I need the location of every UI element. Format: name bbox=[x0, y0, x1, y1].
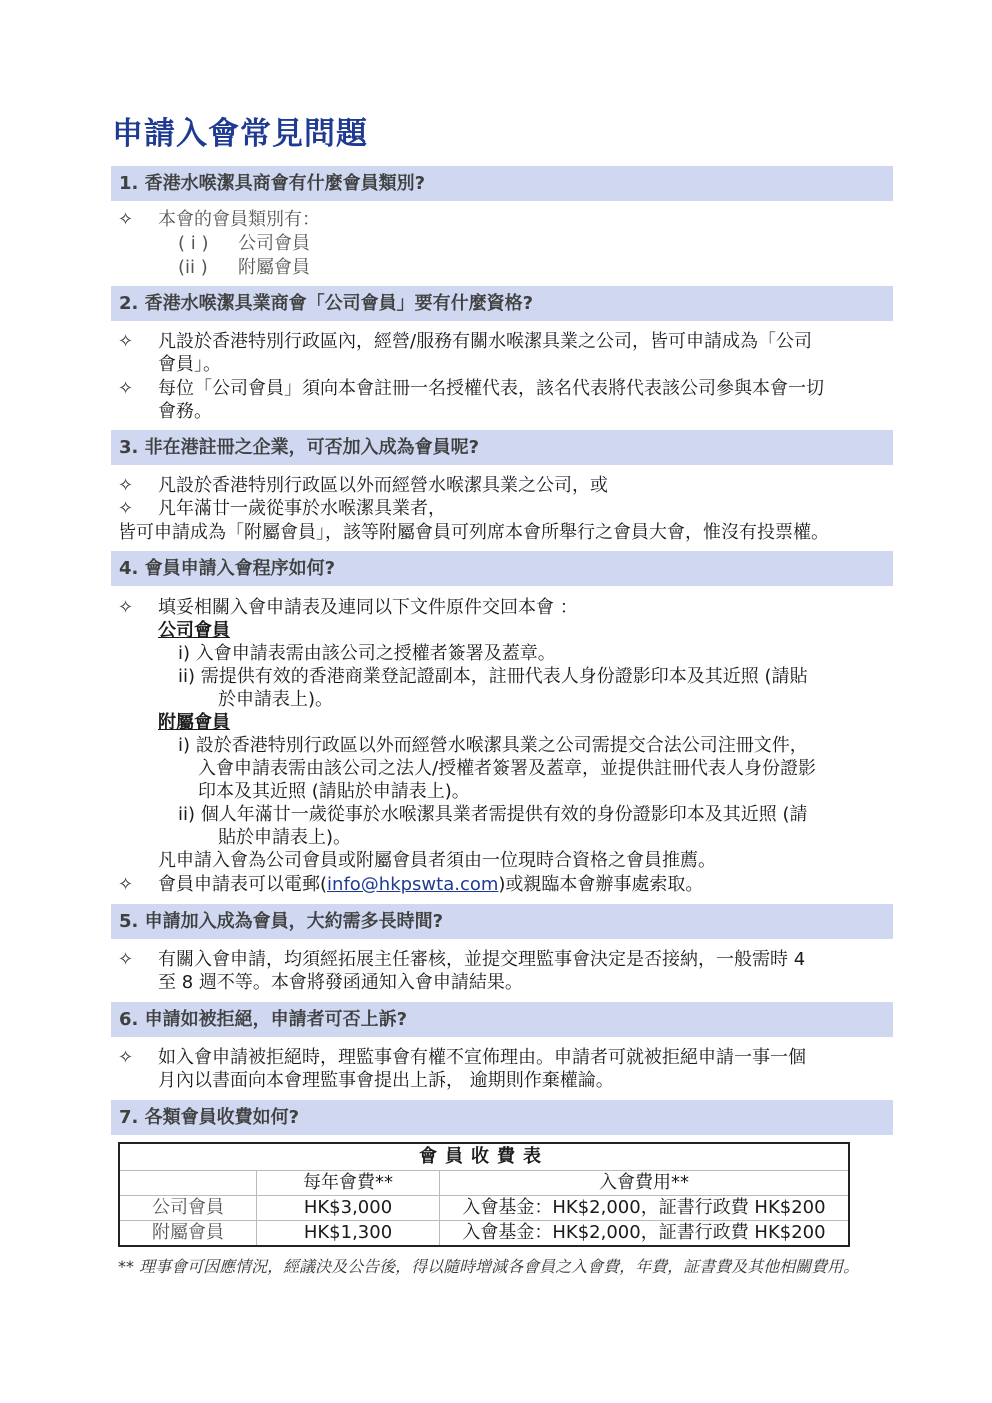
fee-table-header-blank bbox=[119, 1171, 257, 1196]
bullet-icon: ✧ bbox=[118, 209, 134, 230]
q4-intro: 填妥相關入會申請表及連同以下文件原件交回本會 ： bbox=[158, 597, 578, 618]
table-row bbox=[119, 1221, 849, 1247]
bullet-icon: ✧ bbox=[118, 498, 134, 519]
question-5-heading: 5. 申請加入成為會員，大約需多長時間? bbox=[111, 904, 893, 939]
company-req-i: i) 入會申請表需由該公司之授權者簽署及蓋章。 bbox=[178, 643, 556, 664]
q3-bullet-1: 凡設於香港特別行政區以外而經營水喉潔具業之公司，或 bbox=[158, 475, 608, 496]
q4-email-line bbox=[158, 873, 703, 896]
entry-fee-cell: 入會基金：HK$2,000，証書行政費 HK$200 bbox=[440, 1196, 850, 1221]
q1-intro: 本會的會員類別有： bbox=[158, 209, 320, 230]
page-title: 申請入會常見問題 bbox=[112, 116, 368, 152]
fee-footnote: ** 理事會可因應情況，經議決及公告後，得以隨時增減各會員之入會費，年費，証書費及其他相關費用。 bbox=[118, 1257, 860, 1276]
member-type-cell: 附屬會員 bbox=[119, 1221, 257, 1247]
q5-line-1: 有關入會申請，均須經拓展主任審核，並提交理監事會決定是否接納，一般需時 4 bbox=[158, 949, 806, 970]
q2-bullet-1-line-2: 會員」。 bbox=[158, 354, 221, 375]
bullet-icon: ✧ bbox=[118, 597, 134, 618]
q3-bullet-2: 凡年滿廿一歲從事於水喉潔具業者， bbox=[158, 498, 446, 519]
company-member-subtitle: 公司會員 bbox=[158, 620, 230, 641]
fee-table-header-annual: 每年會費** bbox=[257, 1171, 440, 1196]
q3-closing: 皆可申請成為「附屬會員」，該等附屬會員可列席本會所舉行之會員大會，惟沒有投票權。 bbox=[118, 522, 829, 543]
q2-bullet-2-line-2: 會務。 bbox=[158, 401, 212, 422]
email-suffix: )或親臨本會辦事處索取。 bbox=[498, 874, 704, 895]
associate-member-subtitle: 附屬會員 bbox=[158, 712, 230, 733]
annual-fee-cell: HK$3,000 bbox=[257, 1196, 440, 1221]
q6-line-2: 月內以書面向本會理監事會提出上訴， 逾期則作棄權論。 bbox=[158, 1070, 614, 1091]
email-link[interactable]: info@hkpswta.com bbox=[327, 874, 499, 895]
q1-item-num: (ii ) bbox=[178, 257, 208, 278]
question-7-heading: 7. 各類會員收費如何? bbox=[111, 1100, 893, 1135]
q1-item-num: ( i ) bbox=[178, 233, 209, 254]
question-4-heading: 4. 會員申請入會程序如何? bbox=[111, 551, 893, 586]
entry-fee-cell: 入會基金：HK$2,000，証書行政費 HK$200 bbox=[440, 1221, 850, 1247]
q5-line-2: 至 8 週不等。本會將發函通知入會申請結果。 bbox=[158, 972, 523, 993]
bullet-icon: ✧ bbox=[118, 1047, 134, 1068]
question-2-heading: 2. 香港水喉潔具業商會「公司會員」要有什麼資格? bbox=[111, 286, 893, 321]
q2-bullet-2-line-1: 每位「公司會員」須向本會註冊一名授權代表，該名代表將代表該公司參與本會一切 bbox=[158, 378, 824, 399]
table-row bbox=[119, 1196, 849, 1221]
q1-item-label: 附屬會員 bbox=[238, 257, 310, 278]
company-req-ii-line-2: 於申請表上)。 bbox=[218, 689, 334, 710]
company-req-ii-line-1: ii) 需提供有效的香港商業登記證副本，註冊代表人身份證影印本及其近照 (請貼 bbox=[178, 666, 808, 687]
fee-table-header-entry: 入會費用** bbox=[440, 1171, 850, 1196]
q1-item-label: 公司會員 bbox=[238, 233, 310, 254]
bullet-icon: ✧ bbox=[118, 475, 134, 496]
q6-line-1: 如入會申請被拒絕時，理監事會有權不宣佈理由。申請者可就被拒絕申請一事一個 bbox=[158, 1047, 806, 1068]
assoc-req-i-line-2: 入會申請表需由該公司之法人/授權者簽署及蓋章，並提供註冊代表人身份證影 bbox=[198, 758, 817, 779]
bullet-icon: ✧ bbox=[118, 949, 134, 970]
fee-table bbox=[118, 1142, 850, 1247]
member-type-cell: 公司會員 bbox=[119, 1196, 257, 1221]
assoc-req-ii-line-1: ii) 個人年滿廿一歲從事於水喉潔具業者需提供有效的身份證影印本及其近照 (請 bbox=[178, 804, 808, 825]
email-prefix: 會員申請表可以電郵( bbox=[158, 874, 328, 895]
question-6-heading: 6. 申請如被拒絕，申請者可否上訴? bbox=[111, 1002, 893, 1037]
q2-bullet-1-line-1: 凡設於香港特別行政區內，經營/服務有關水喉潔具業之公司，皆可申請成為「公司 bbox=[158, 331, 813, 352]
assoc-req-ii-line-2: 貼於申請表上)。 bbox=[218, 827, 352, 848]
question-1-heading: 1. 香港水喉潔具商會有什麼會員類別? bbox=[111, 166, 893, 201]
question-3-heading: 3. 非在港註冊之企業，可否加入成為會員呢? bbox=[111, 430, 893, 465]
bullet-icon: ✧ bbox=[118, 874, 134, 895]
assoc-req-i-line-1: i) 設於香港特別行政區以外而經營水喉潔具業之公司需提交合法公司注冊文件， bbox=[178, 735, 808, 756]
assoc-req-i-line-3: 印本及其近照 (請貼於申請表上)。 bbox=[198, 781, 470, 802]
bullet-icon: ✧ bbox=[118, 378, 134, 399]
q4-recommend: 凡申請入會為公司會員或附屬會員者須由一位現時合資格之會員推薦。 bbox=[158, 850, 716, 871]
bullet-icon: ✧ bbox=[118, 331, 134, 352]
annual-fee-cell: HK$1,300 bbox=[257, 1221, 440, 1247]
fee-table-caption: 會員收費表 bbox=[119, 1143, 849, 1171]
